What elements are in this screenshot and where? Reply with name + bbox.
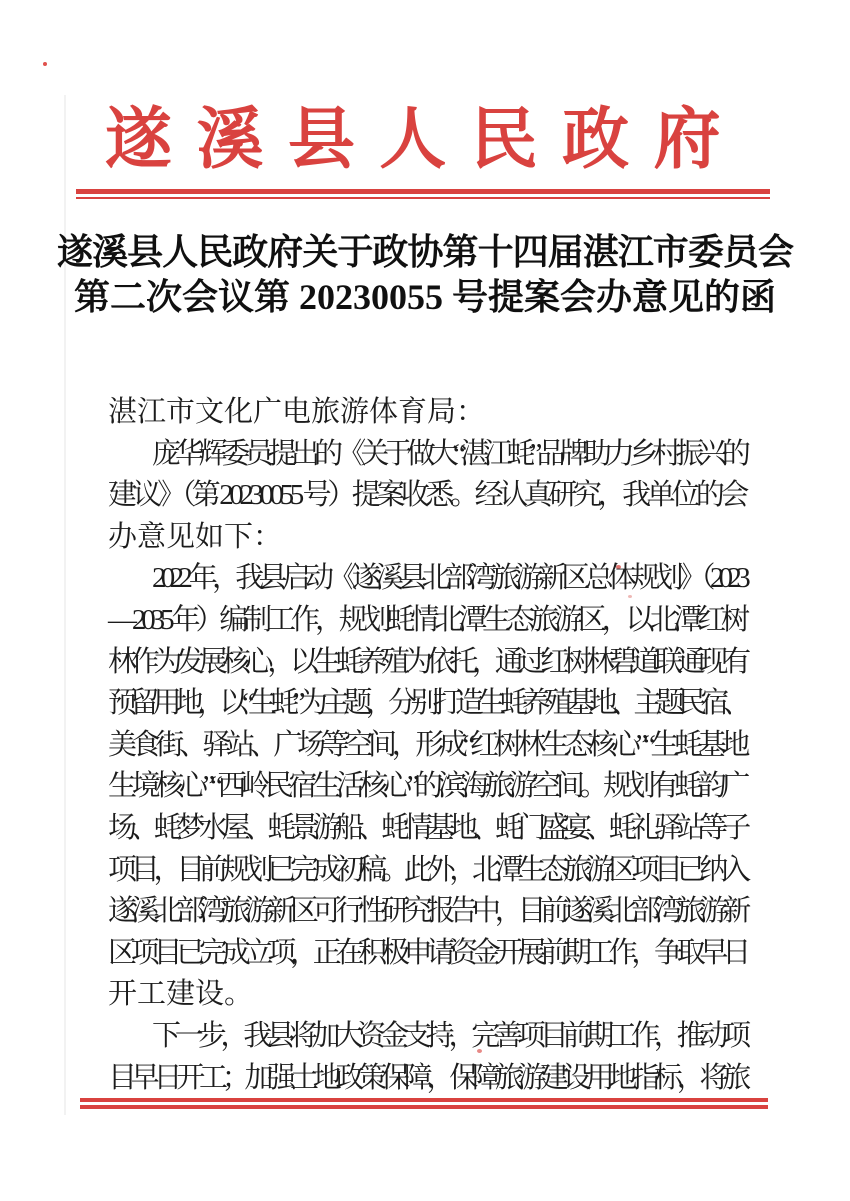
body-line — [108, 1016, 745, 1058]
body-line-text: 遂溪北部湾旅游新区可行性研究报告中，目前遂溪北部湾旅游新 — [108, 895, 745, 928]
body-line-text: —2035 年）编制工作，规划蚝情北潭生态旅游区，以北潭红树 — [108, 603, 745, 636]
body-line — [108, 517, 745, 559]
body-line — [108, 600, 745, 642]
body-line-text: 预留用地，以“生蚝”为主题，分别打造生蚝养殖基地、主题民宿、 — [108, 687, 745, 720]
body-text — [108, 392, 745, 1099]
body-line-text: 2022 年，我县启动《遂溪县北部湾旅游新区总体规划》（2023 — [152, 562, 745, 595]
body-line — [108, 475, 745, 517]
body-line — [108, 1058, 745, 1100]
letterhead-rule-thick — [76, 189, 770, 194]
footer-rule-top — [80, 1098, 768, 1102]
body-line-text: 办意见如下： — [108, 520, 283, 553]
body-line-text: 目早日开工；加强土地政策保障，保障旅游建设用地指标，将旅 — [108, 1061, 745, 1094]
body-line — [108, 392, 745, 434]
body-line-text: 生境核心”“西岭民宿生活核心”的滨海旅游空间。规划有蚝韵广 — [108, 770, 745, 803]
body-line-text: 庞华辉委员提出的《关于做大“湛江蚝”品牌助力乡村振兴的 — [152, 437, 745, 470]
body-line — [108, 808, 745, 850]
body-line-text: 场、蚝梦水屋、蚝景游船、蚝情基地、蚝门盛宴、蚝礼驿站等子 — [108, 811, 745, 844]
body-line — [108, 933, 745, 975]
body-line — [108, 850, 745, 892]
letterhead-agency-name — [105, 98, 745, 186]
body-line-text: 项目，目前规划已完成初稿。此外，北潭生态旅游区项目已纳入 — [108, 853, 745, 886]
footer-rule-bottom — [80, 1105, 768, 1109]
body-line — [108, 725, 745, 767]
body-line-text: 区项目已完成立项，正在积极申请资金开展前期工作，争取早日 — [108, 936, 745, 969]
body-line — [108, 642, 745, 684]
letterhead-agency-name-text: 遂溪县人民政府 — [105, 103, 745, 177]
body-line — [108, 558, 745, 600]
body-line — [108, 434, 745, 476]
body-line-text: 开工建设。 — [108, 978, 254, 1011]
body-line-text: 建议》（第 20230055 号）提案收悉。经认真研究，我单位的会 — [108, 479, 745, 512]
body-line-text: 林作为发展核心，以生蚝养殖为依托，通过红树林碧道联通现有 — [108, 645, 745, 678]
body-line — [108, 974, 745, 1016]
scan-speck — [43, 62, 47, 66]
body-line — [108, 891, 745, 933]
body-line-text: 下一步，我县将加大资金支持，完善项目前期工作，推动项 — [152, 1019, 745, 1052]
body-line — [108, 766, 745, 808]
document-title — [57, 230, 793, 320]
document-title-line-1: 遂溪县人民政府关于政协第十四届湛江市委员会 — [57, 232, 793, 272]
body-line-text: 湛江市文化广电旅游体育局： — [108, 396, 486, 428]
document-title-line-2: 第二次会议第 20230055 号提案会办意见的函 — [73, 277, 776, 317]
body-line-text: 美食街、驿站、广场等空间，形成“红树林生态核心”“生蚝基地 — [108, 728, 745, 761]
letterhead-rule-thin — [76, 197, 770, 199]
body-line — [108, 683, 745, 725]
